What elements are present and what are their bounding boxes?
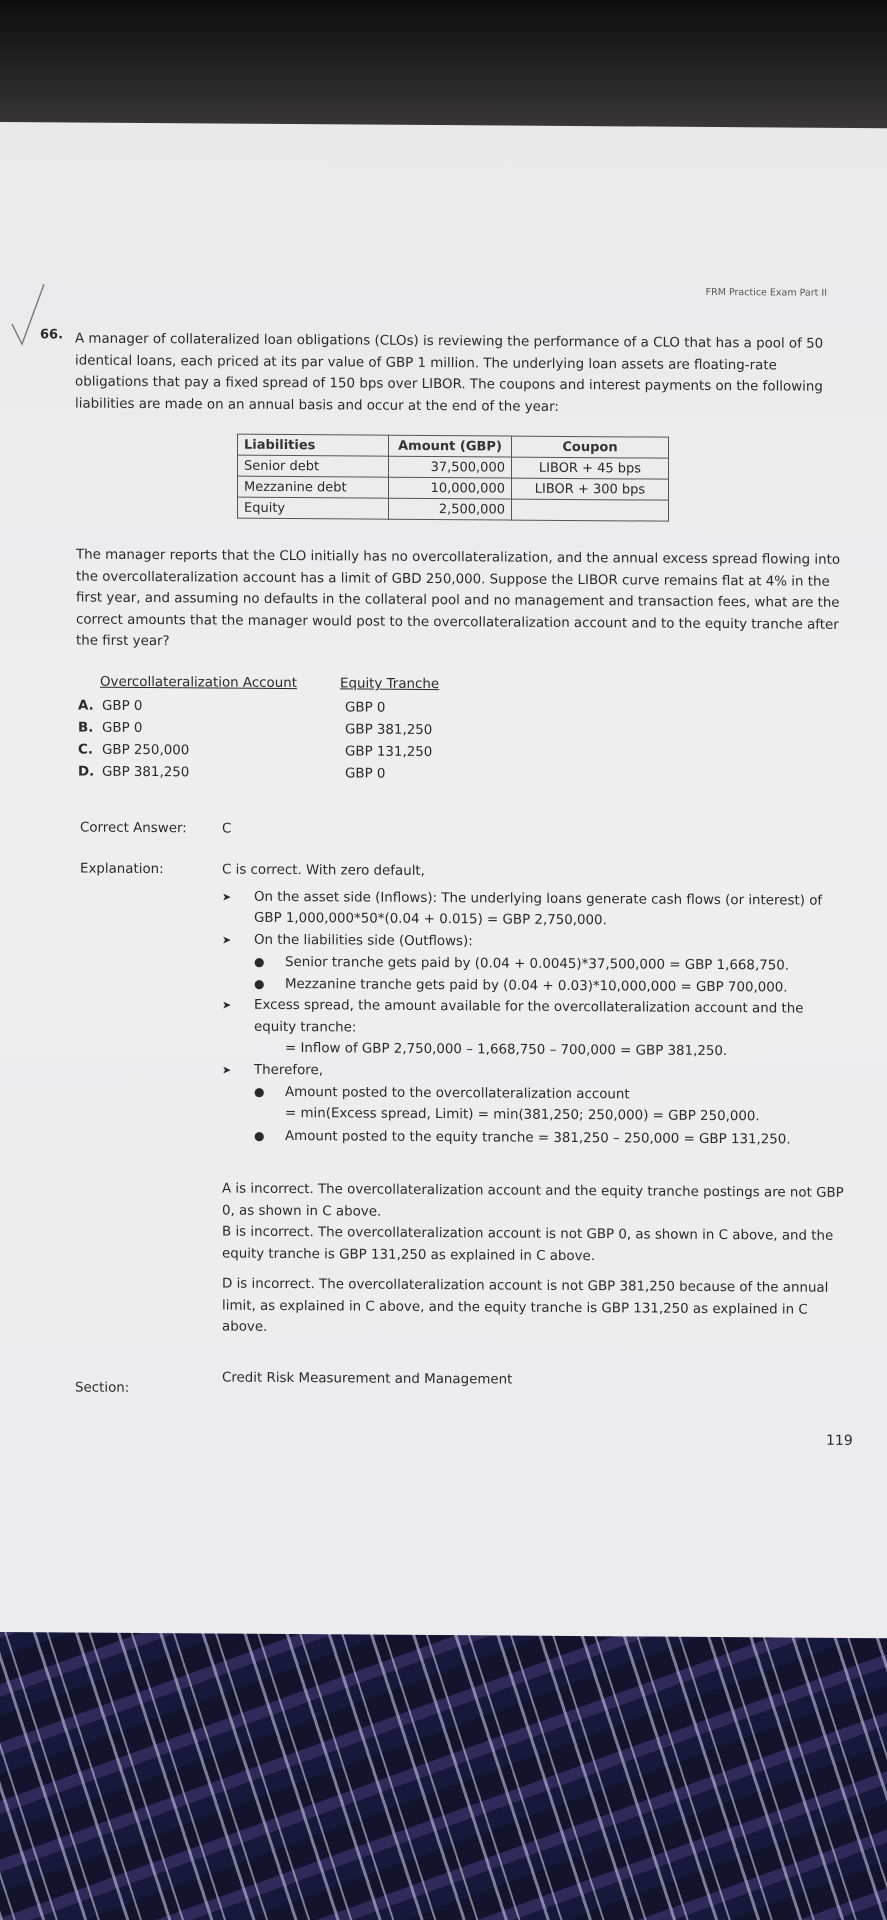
table-header: Amount (GBP) bbox=[389, 435, 512, 457]
section-label: Section: bbox=[75, 1380, 130, 1396]
table-cell: Equity bbox=[238, 497, 389, 519]
table-cell: 2,500,000 bbox=[389, 498, 512, 520]
option-d-right: GBP 0 bbox=[345, 766, 386, 782]
explanation-b-incorrect: B is incorrect. The overcollateralization account is not GBP 0, as shown in C above, and the equity tranche is GBP 131,250 as explained in C above. bbox=[222, 1224, 834, 1264]
table-cell: LIBOR + 300 bps bbox=[512, 478, 669, 500]
explanation-a-incorrect: A is incorrect. The overcollateralization account and the equity tranche postings are not GBP 0, as shown in C above. bbox=[222, 1181, 844, 1220]
arrow-bullet-icon: ➤ bbox=[222, 890, 232, 904]
explanation-line: Therefore, bbox=[254, 1062, 323, 1079]
exam-title: FRM Practice Exam Part II bbox=[705, 286, 827, 299]
arrow-bullet-icon: ➤ bbox=[222, 998, 232, 1012]
bullet-icon: ● bbox=[254, 1128, 265, 1143]
explanation-line: = min(Excess spread, Limit) = min(381,250; 250,000) = GBP 250,000. bbox=[285, 1105, 760, 1125]
bullet-icon: ● bbox=[254, 954, 265, 969]
option-a-left bbox=[78, 699, 142, 714]
option-b-left bbox=[78, 721, 142, 736]
option-c-left bbox=[78, 743, 189, 759]
bullet-icon: ● bbox=[254, 1084, 265, 1099]
explanation-d-incorrect: D is incorrect. The overcollateralization account is not GBP 381,250 because of the annual limit, as explained in C above, and the equity tranche is GBP 131,250 as explained in C above. bbox=[222, 1276, 829, 1335]
options-header-right: Equity Tranche bbox=[340, 676, 440, 693]
option-value: GBP 0 bbox=[102, 720, 143, 736]
section-value: Credit Risk Measurement and Management bbox=[222, 1370, 513, 1388]
arrow-bullet-icon: ➤ bbox=[222, 1063, 232, 1077]
question-stem: A manager of collateralized loan obligations (CLOs) is reviewing the performance of a CLO that has a pool of 50 identical loans, each priced at its par value of GBP 1 million. The underlying loan assets are floating-rate obligations that pay a fixed spread of 150 bps over LIBOR. The coupons and interest payments on the following liabilities are made on an annual basis and occur at the end of the year: bbox=[75, 331, 824, 415]
paper-page bbox=[0, 122, 887, 1638]
bullet-icon: ● bbox=[254, 976, 265, 991]
background-shadow bbox=[0, 0, 887, 130]
question-number: 66. bbox=[40, 327, 64, 343]
liabilities-table bbox=[237, 434, 669, 522]
table-row bbox=[238, 497, 669, 521]
table-cell: LIBOR + 45 bps bbox=[512, 457, 669, 479]
correct-answer-label: Correct Answer: bbox=[80, 820, 187, 837]
explanation-line: On the asset side (Inflows): The underlying loans generate cash flows (or interest) of bbox=[254, 889, 823, 909]
table-cell bbox=[512, 499, 669, 521]
question-paragraph: The manager reports that the CLO initially has no overcollateralization, and the annual excess spread flowing into the overcollateralization account has a limit of GBD 250,000. Suppose the LIBOR curve remains flat at 4% in the first year, and assuming no defaults in the collateral pool and no management and transaction fees, what are the correct amounts that the manager would post to the overcollateralization account and to the equity tranche after the first year? bbox=[76, 547, 841, 650]
table-cell: Mezzanine debt bbox=[238, 476, 389, 498]
arrow-bullet-icon: ➤ bbox=[222, 933, 232, 947]
option-c-right: GBP 131,250 bbox=[345, 744, 433, 761]
table-header: Liabilities bbox=[238, 434, 389, 456]
correct-answer-value: C bbox=[222, 821, 232, 837]
explanation-line: Amount posted to the equity tranche = 381,250 – 250,000 = GBP 131,250. bbox=[285, 1128, 791, 1148]
table-cell: 10,000,000 bbox=[389, 477, 512, 499]
page-number: 119 bbox=[826, 1432, 853, 1449]
explanation-line: equity tranche: bbox=[254, 1019, 357, 1036]
option-letter: C. bbox=[78, 742, 93, 758]
explanation-line: Senior tranche gets paid by (0.04 + 0.0045)*37,500,000 = GBP 1,668,750. bbox=[285, 954, 790, 974]
explanation-intro: C is correct. With zero default, bbox=[222, 862, 425, 879]
explanation-line: On the liabilities side (Outflows): bbox=[254, 932, 473, 950]
table-cell: 37,500,000 bbox=[389, 456, 512, 478]
table-header-row bbox=[238, 434, 669, 458]
explanation-line: = Inflow of GBP 2,750,000 – 1,668,750 – 700,000 = GBP 381,250. bbox=[285, 1040, 728, 1060]
explanation-line: Excess spread, the amount available for the overcollateralization account and the bbox=[254, 997, 804, 1017]
explanation-line: GBP 1,000,000*50*(0.04 + 0.015) = GBP 2,750,000. bbox=[254, 910, 607, 929]
option-value: GBP 250,000 bbox=[102, 742, 190, 759]
option-a-right: GBP 0 bbox=[345, 700, 386, 716]
option-d-left bbox=[78, 765, 189, 781]
option-letter: B. bbox=[78, 720, 94, 736]
explanation-line: Amount posted to the overcollateralization account bbox=[285, 1084, 630, 1103]
table-row bbox=[238, 455, 669, 479]
table-row bbox=[238, 476, 669, 500]
option-letter: A. bbox=[78, 698, 94, 714]
options-header-left: Overcollateralization Account bbox=[100, 674, 297, 692]
table-cell: Senior debt bbox=[238, 455, 389, 477]
explanation-label: Explanation: bbox=[80, 861, 164, 878]
background-fabric bbox=[0, 1620, 887, 1920]
option-b-right: GBP 381,250 bbox=[345, 722, 433, 739]
option-value: GBP 0 bbox=[102, 698, 143, 714]
table-header: Coupon bbox=[512, 436, 669, 458]
explanation-line: Mezzanine tranche gets paid by (0.04 + 0.03)*10,000,000 = GBP 700,000. bbox=[285, 976, 788, 996]
option-value: GBP 381,250 bbox=[102, 764, 190, 781]
option-letter: D. bbox=[78, 764, 95, 780]
